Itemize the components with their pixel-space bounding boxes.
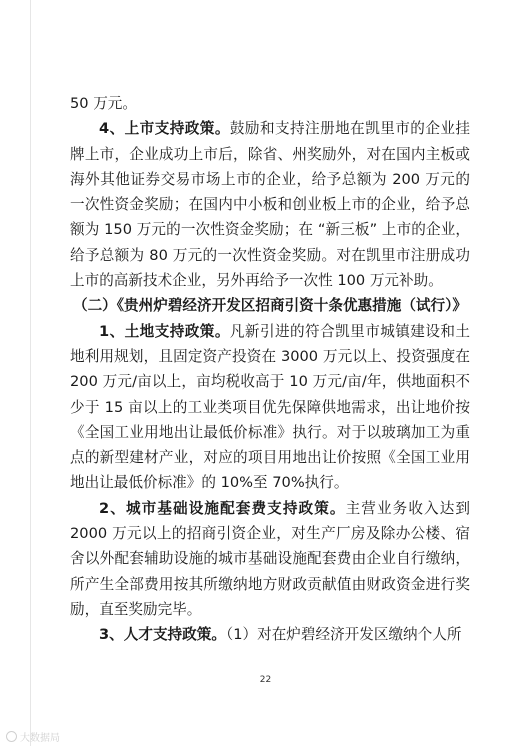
paragraph-tail: 50 万元。 <box>70 95 137 112</box>
item-body: （1）对在炉碧经济开发区缴纳个人所 <box>225 626 462 644</box>
page-margin-line <box>30 0 31 746</box>
watermark <box>6 729 60 744</box>
watermark-text: 大数据局 <box>20 733 60 744</box>
page-number: 22 <box>259 675 272 685</box>
item-heading: 上市支持政策。 <box>124 120 230 138</box>
item-body: 主营业务收入达到 2000 万元以上的招商引资企业，对生产厂房及除办公楼、宿舍以外配套辅助设施的城市基础设施配套费由企业自行缴纳，所产生全部费用按其所缴纳地方财政贡献值由财政资金进行奖励，直至奖励完毕。 <box>70 499 470 618</box>
section-title: （二）《贵州炉碧经济开发区招商引资十条优惠措施（试行）》 <box>72 297 468 315</box>
paragraph-listing-policy <box>70 116 470 293</box>
item-heading: 城市基础设施配套费支持政策。 <box>125 499 346 517</box>
paragraph-talent-policy <box>70 622 470 647</box>
watermark-logo-icon <box>6 731 17 742</box>
item-number: 2、 <box>99 499 126 517</box>
item-body: 鼓励和支持注册地在凯里市的企业挂牌上市，企业成功上市后，除省、州奖励外，对在国内主板或海外其他证券交易市场上市的企业，给予总额为 200 万元的一次性资金奖励；在国内中小板和创业板上市的企业，给予总额为 150 万元的一次性资金奖励；在 “新三板” 上市的企业，给予总额为 80 万元的一次性资金奖励。对在凯里市注册成功上市的高新技术企业，另外再给予一次性 100 万元补助。 <box>70 120 470 290</box>
paragraph-land-policy <box>70 319 470 496</box>
item-heading: 人才支持政策。 <box>123 626 226 644</box>
document-body <box>70 91 470 648</box>
item-body: 凡新引进的符合凯里市城镇建设和土地利用规划，且固定资产投资在 3000 万元以上、投资强度在 200 万元/亩以上，亩均税收高于 10 万元/亩/年，供地面积不少于 15 亩以上的工业类项目优先保障供地需求，出让地价按《全国工业用地出让最低价标准》执行。对于以玻璃加工为重点的新型建材产业，对应的项目用地出让价按照《全国工业用地出让最低价标准》的 10%至 70%执行。 <box>70 322 470 492</box>
paragraph-infrastructure-policy <box>70 496 470 622</box>
item-number: 3、 <box>99 626 124 644</box>
item-heading: 土地支持政策。 <box>124 322 230 340</box>
item-number: 4、 <box>99 120 125 138</box>
item-number: 1、 <box>99 322 125 340</box>
